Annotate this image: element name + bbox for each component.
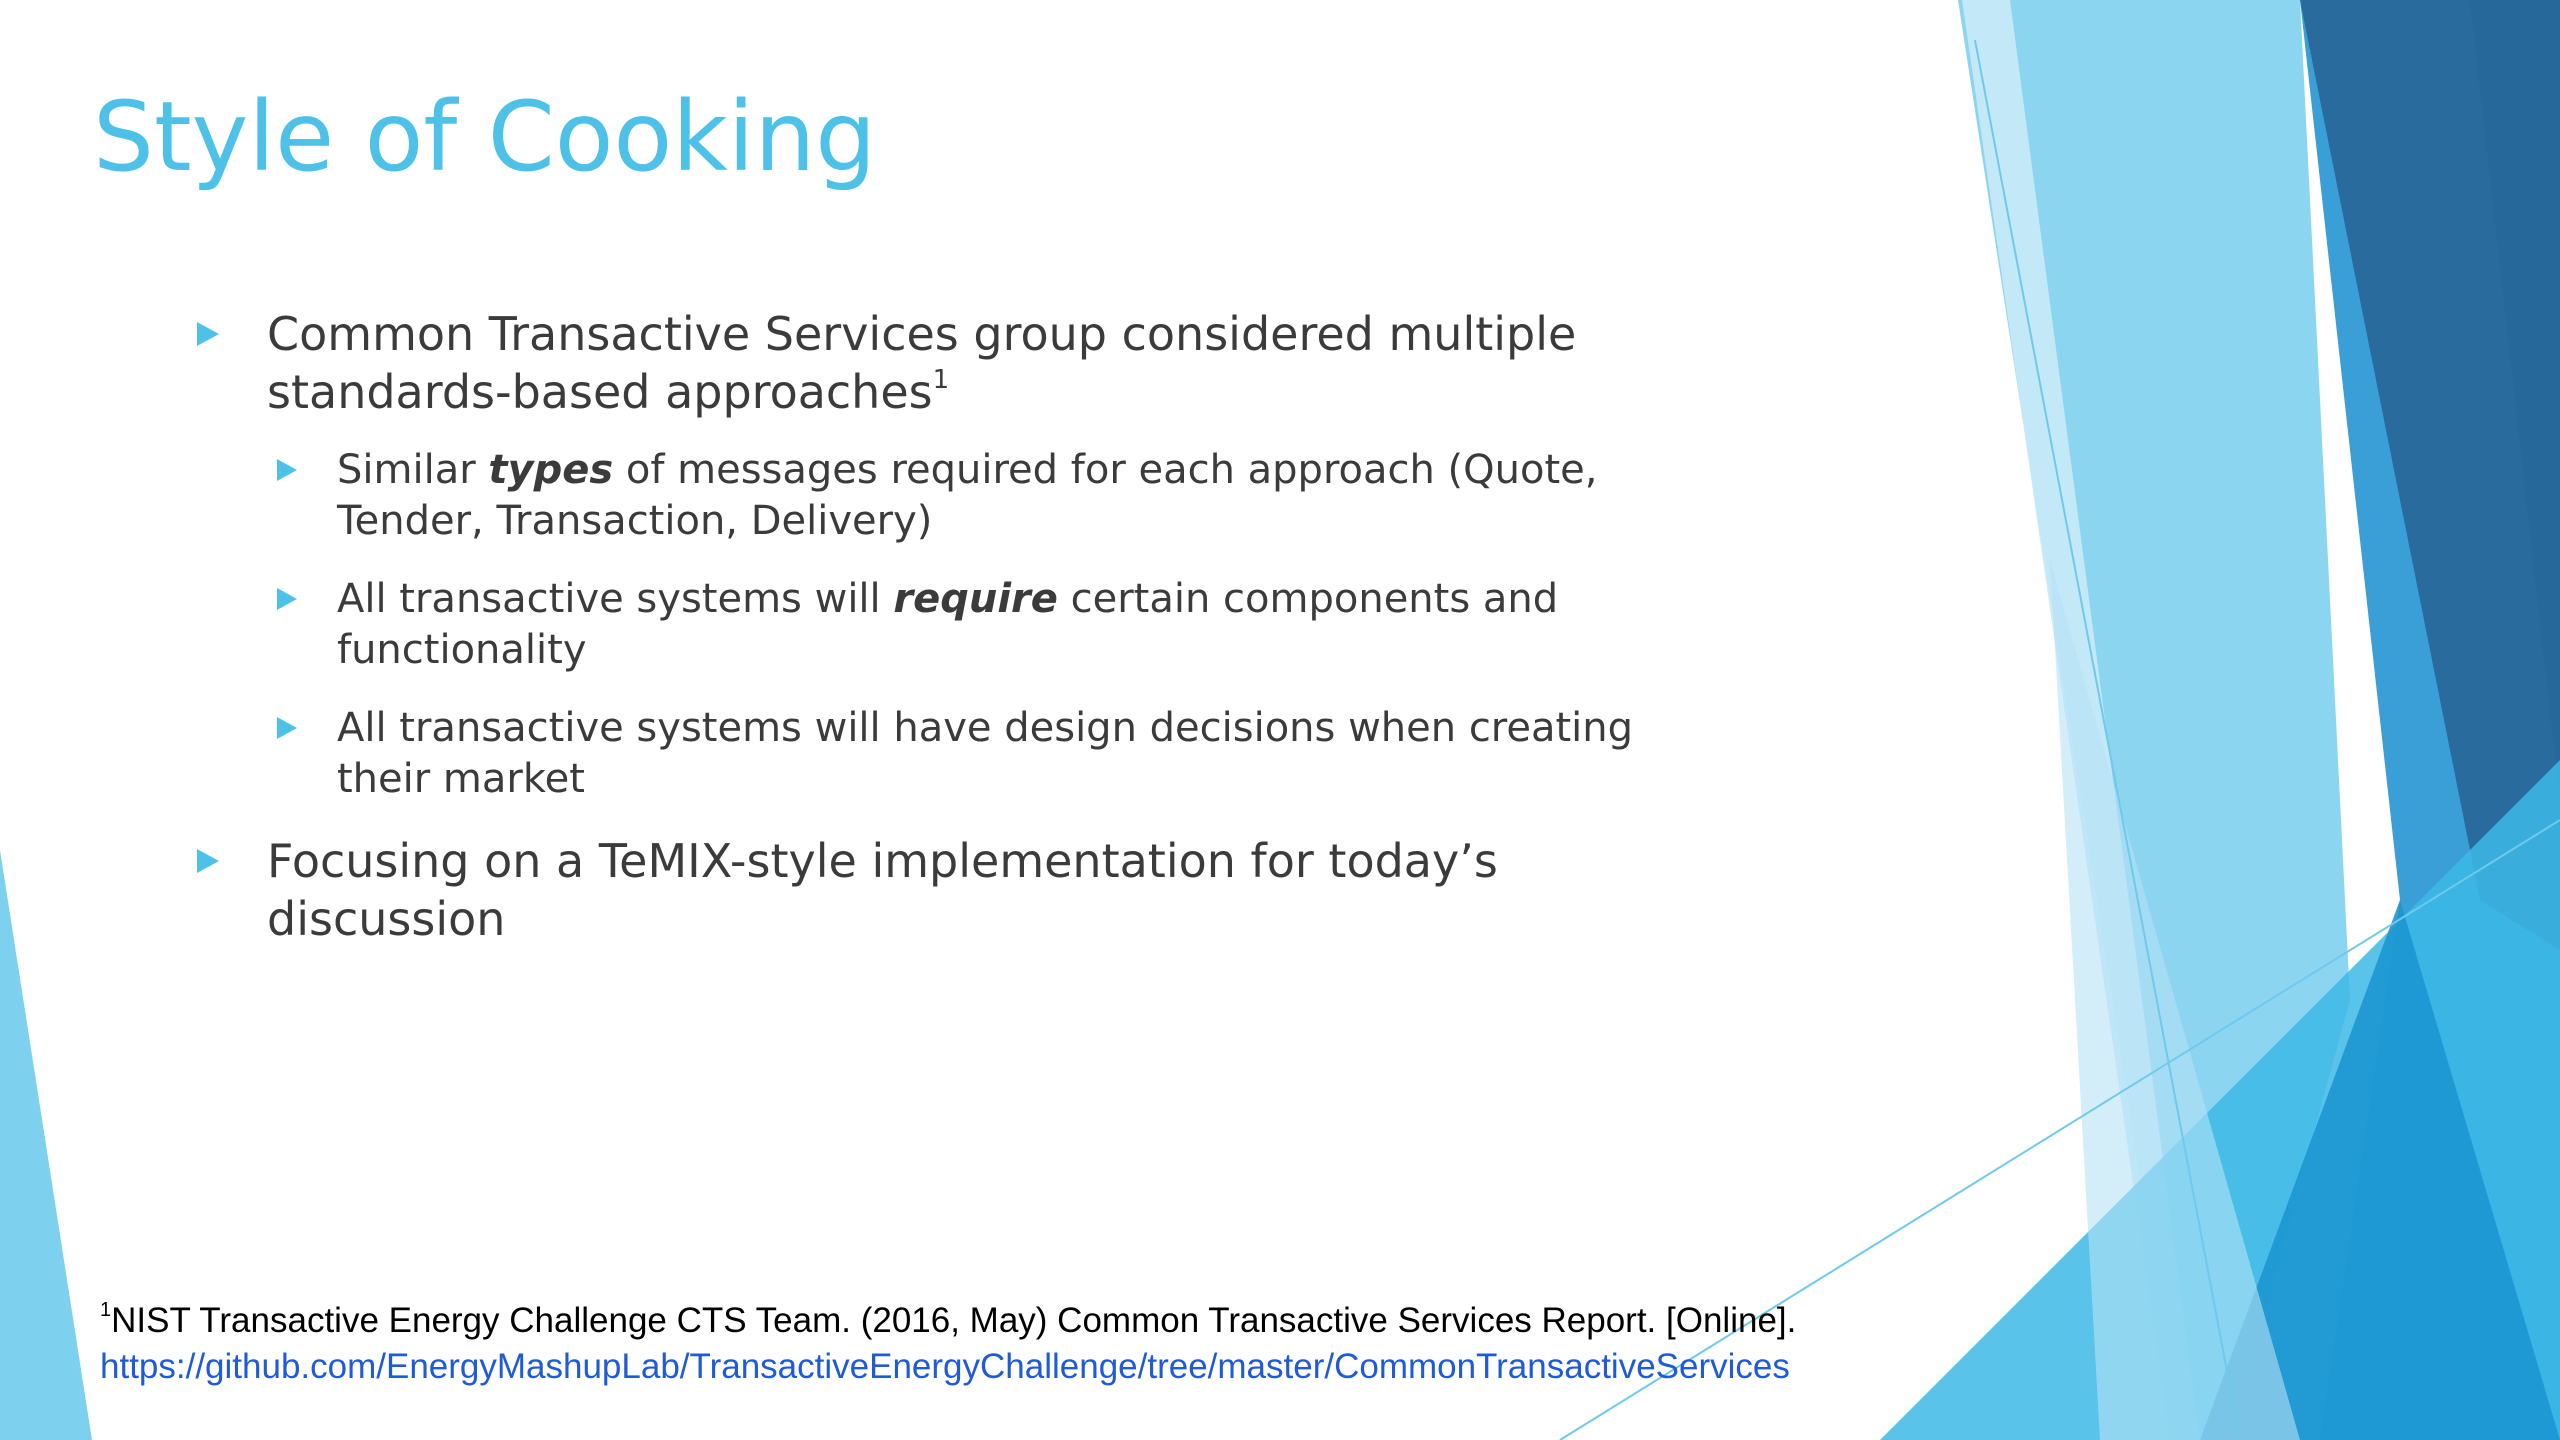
bullet-item: [195, 305, 1695, 805]
sub-bullet-emphasis: require: [893, 576, 1058, 622]
sub-bullet-text-before: Similar: [337, 447, 489, 493]
decor-left-strip: [0, 850, 92, 1440]
bullet-item: [195, 832, 1695, 948]
bullet-text: Common Transactive Services group considered multiple standards-based approaches: [267, 307, 1577, 419]
sub-bullet-item: [277, 703, 1695, 805]
sub-bullet-text-before: All transactive systems will: [337, 576, 894, 622]
sub-bullet-item: [277, 574, 1695, 676]
bullet-text: Focusing on a TeMIX-style implementation for today’s discussion: [267, 834, 1498, 946]
bullet-list: [195, 305, 1695, 966]
triangle-right-icon: [277, 588, 297, 610]
footnote-url-line: [100, 1344, 2000, 1390]
triangle-right-icon: [277, 717, 297, 739]
footnote-marker: 1: [100, 1299, 112, 1321]
footnote-reference: 1: [932, 365, 950, 395]
sub-bullet-emphasis: types: [488, 447, 614, 493]
triangle-right-icon: [277, 459, 297, 481]
sub-bullet-list: [277, 445, 1695, 805]
slide-title: Style of Cooking: [93, 81, 877, 193]
footnote-url-link[interactable]: https://github.com/EnergyMashupLab/TransactiveEnergyChallenge/tree/master/CommonTransactiveServices: [100, 1347, 1790, 1386]
triangle-right-icon: [197, 322, 219, 346]
sub-bullet-text: All transactive systems will have design decisions when creating their market: [337, 705, 1634, 802]
sub-bullet-text-after: certain components and functionality: [337, 576, 1559, 673]
footnote-citation: NIST Transactive Energy Challenge CTS Team. (2016, May) Common Transactive Services Report. [Online].: [111, 1301, 1797, 1340]
sub-bullet-item: [277, 445, 1695, 547]
footnote-citation-line: [100, 1298, 2000, 1344]
triangle-right-icon: [197, 849, 219, 873]
sub-bullet-text-after: of messages required for each approach (Quote, Tender, Transaction, Delivery): [337, 447, 1598, 544]
footnote: [100, 1298, 2000, 1390]
